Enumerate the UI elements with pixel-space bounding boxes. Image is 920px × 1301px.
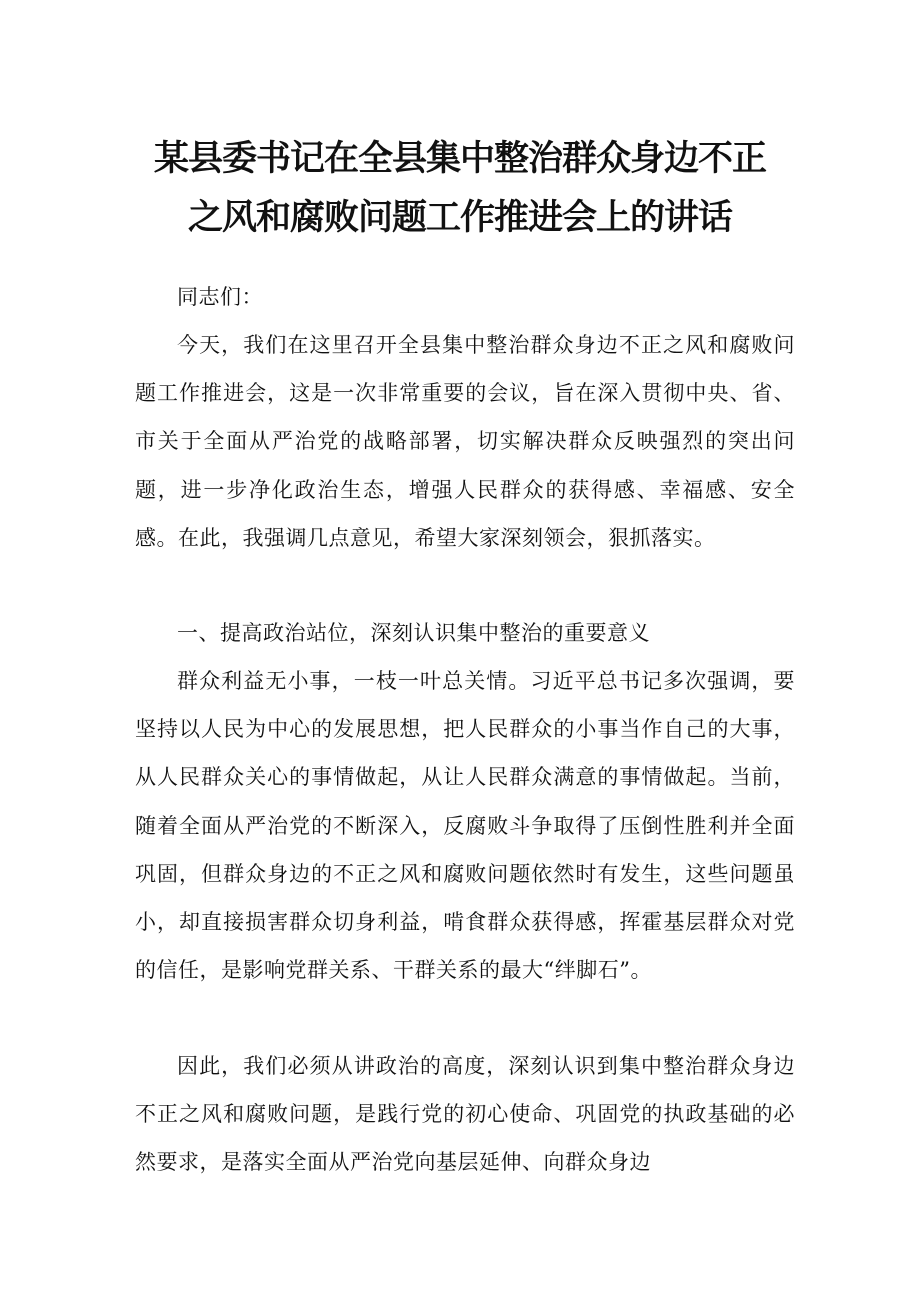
- salutation: 同志们：: [177, 285, 263, 309]
- paragraph-intro: 今天，我们在这里召开全县集中整治群众身边不正之风和腐败问题工作推进会，这是一次非常重要的会议，旨在深入贯彻中央、省、市关于全面从严治党的战略部署，切实解决群众反映强烈的突出问题，进一步净化政治生态，增强人民群众的获得感、幸福感、安全感。在此，我强调几点意见，希望大家深刻领会，狠抓落实。: [135, 333, 795, 550]
- document-title-line-1: 某县委书记在全县集中整治群众身边不正: [153, 139, 766, 179]
- section-heading-1: 一、提高政治站位，深刻认识集中整治的重要意义: [177, 621, 650, 645]
- document-title-line-2: 之风和腐败问题工作推进会上的讲话: [187, 198, 732, 238]
- paragraph-section-1-a: 群众利益无小事，一枝一叶总关情。习近平总书记多次强调，要坚持以人民为中心的发展思想，把人民群众的小事当作自己的大事，从人民群众关心的事情做起，从让人民群众满意的事情做起。当前，随着全面从严治党的不断深入，反腐败斗争取得了压倒性胜利并全面巩固，但群众身边的不正之风和腐败问题依然时有发生，这些问题虽小，却直接损害群众切身利益，啃食群众获得感，挥霍基层群众对党的信任，是影响党群关系、干群关系的最大“绊脚石”。: [135, 669, 795, 983]
- paragraph-section-1-b: 因此，我们必须从讲政治的高度，深刻认识到集中整治群众身边不正之风和腐败问题，是践行党的初心使命、巩固党的执政基础的必然要求，是落实全面从严治党向基层延伸、向群众身边: [135, 1054, 795, 1175]
